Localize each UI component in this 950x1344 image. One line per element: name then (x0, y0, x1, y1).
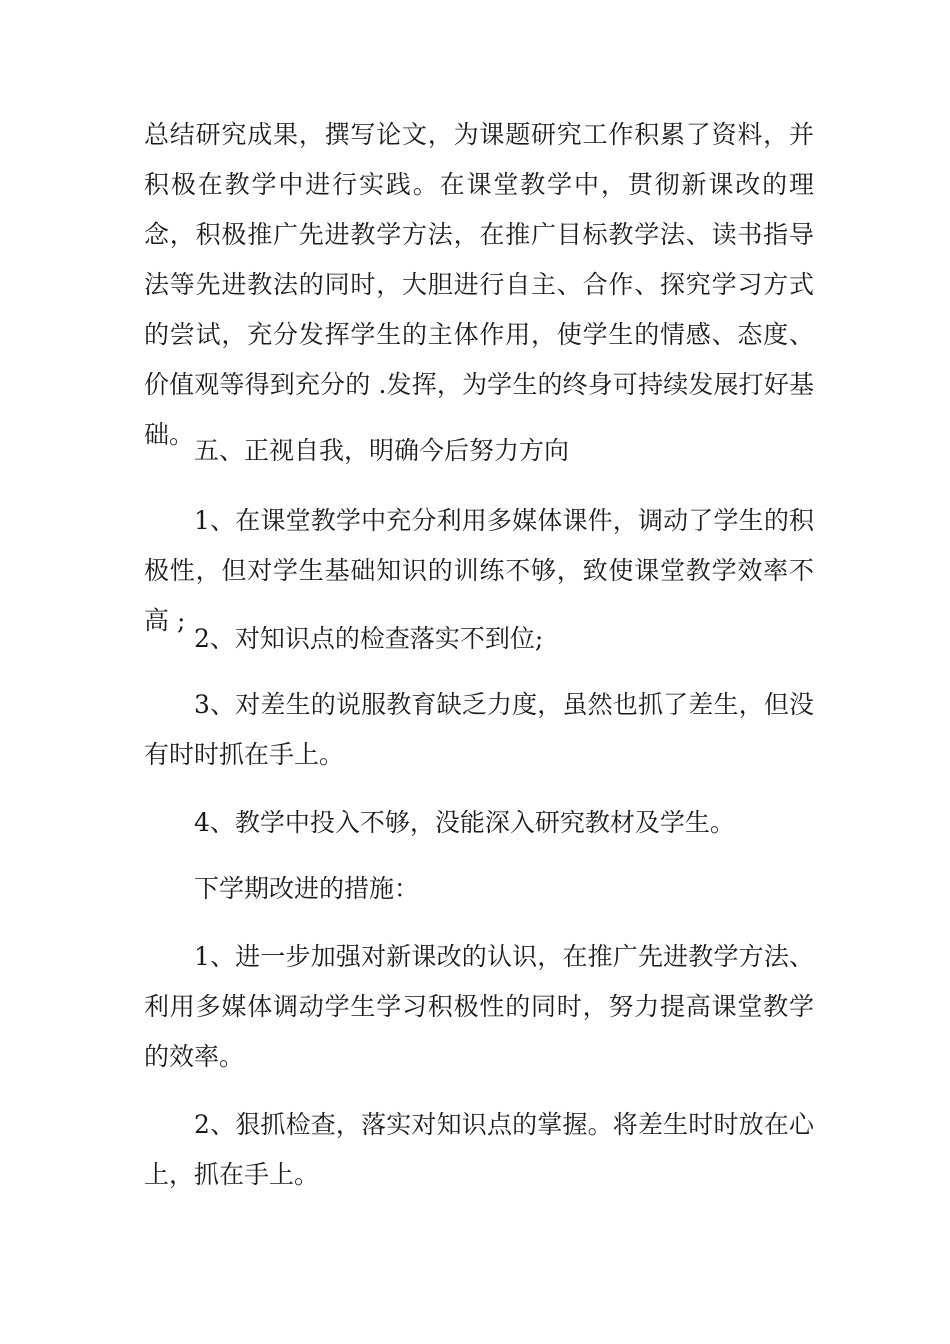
measure-item-2: 2、狠抓检查，落实对知识点的掌握。将差生时时放在心上，抓在手上。 (144, 1110, 814, 1189)
list-item-1: 1、在课堂教学中充分利用多媒体课件，调动了学生的积极性，但对学生基础知识的训练不够，致使课堂教学效率不高 ; (144, 506, 814, 635)
list-item-2: 2、对知识点的检查落实不到位; (194, 624, 544, 653)
measure-item-1: 1、进一步加强对新课改的认识，在推广先进教学方法、利用多媒体调动学生学习积极性的同时，努力提高课堂教学的效率。 (144, 942, 814, 1071)
measures-heading: 下学期改进的措施： (194, 874, 420, 903)
list-item-3: 3、对差生的说服教育缺乏力度，虽然也抓了差生，但没有时时抓在手上。 (144, 690, 814, 769)
body-paragraph-continuation: 总结研究成果，撰写论文，为课题研究工作积累了资料，并积极在教学中进行实践。在课堂教学中，贯彻新课改的理念，积极推广先进教学方法，在推广目标教学法、读书指导法等先进教法的同时，大胆进行自主、合作、探究学习方式的尝试，充分发挥学生的主体作用，使学生的情感、态度、价值观等得到充分的 .发挥，为学生的终身可持续发展打好基础。 (144, 120, 814, 449)
section-heading: 五、正视自我，明确今后努力方向 (194, 436, 570, 465)
list-item-4: 4、教学中投入不够，没能深入研究教材及学生。 (194, 808, 735, 837)
